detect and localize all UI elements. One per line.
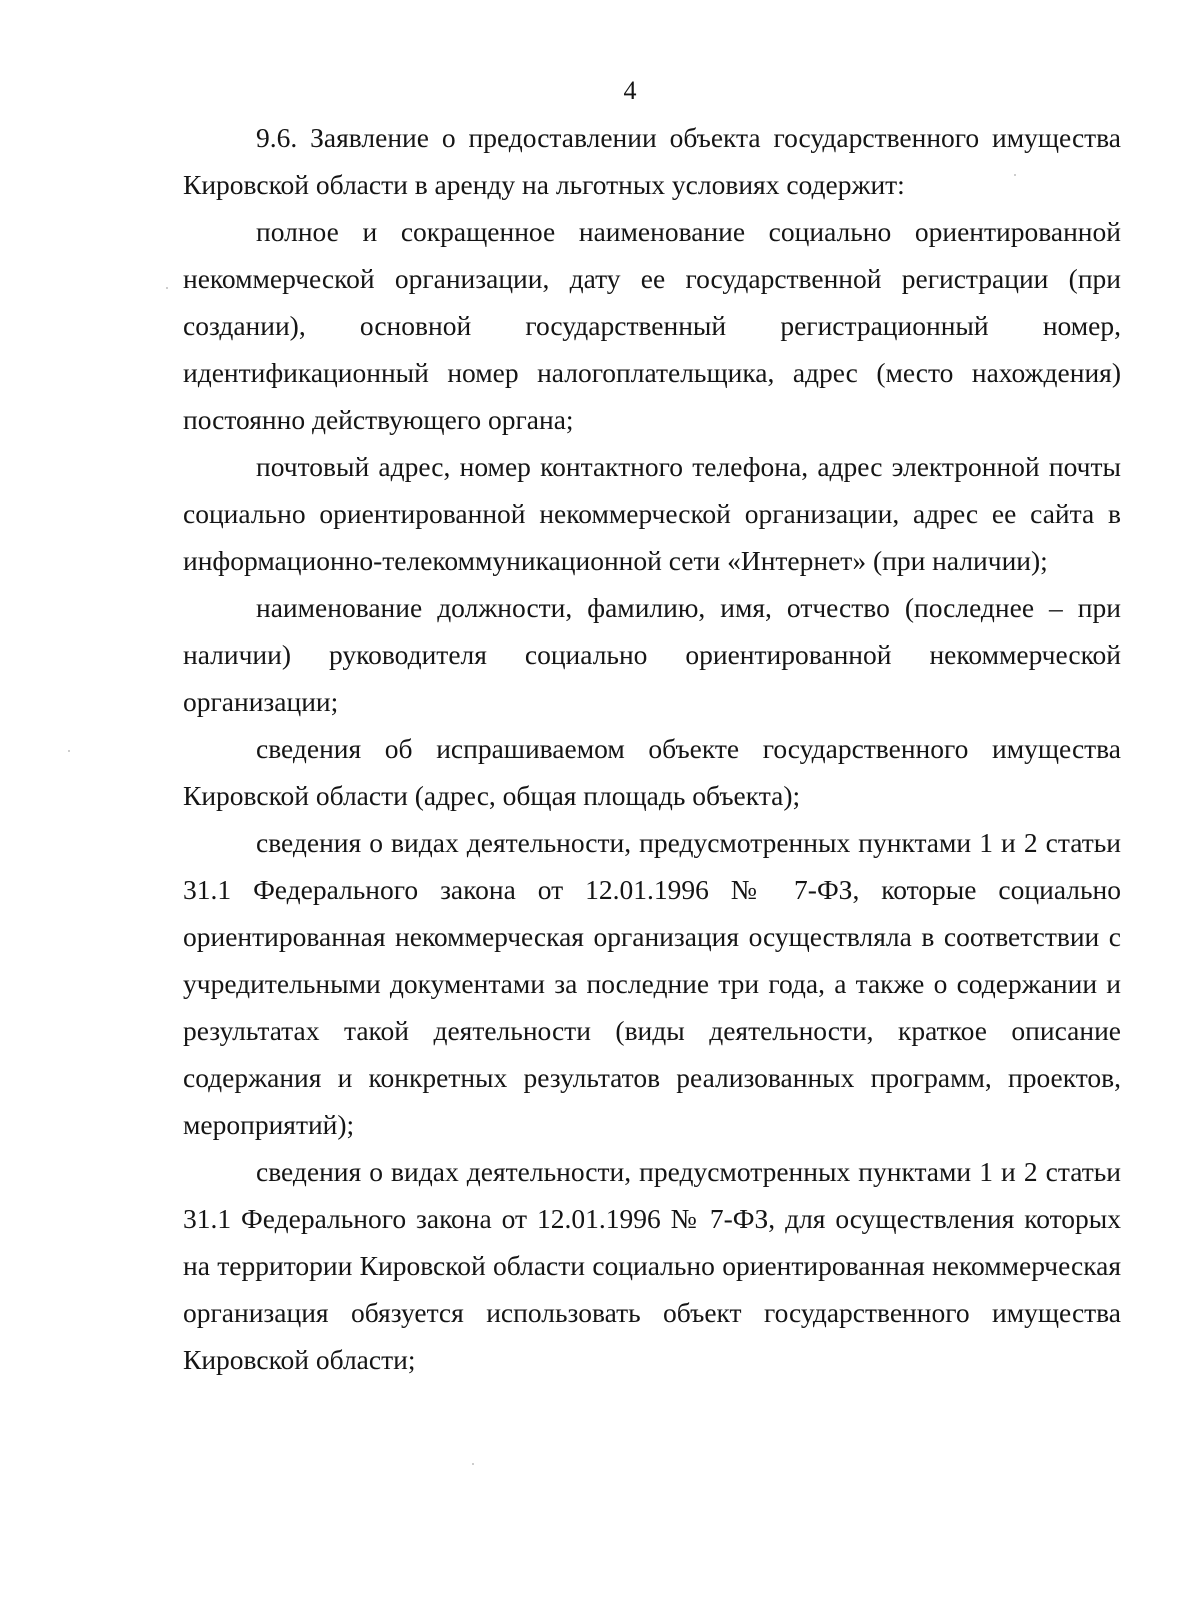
paragraph-requested-object: сведения об испрашиваемом объекте государственного имущества Кировской области (адрес, общая площадь объекта); bbox=[183, 733, 1121, 811]
paragraph-planned-activities: сведения о видах деятельности, предусмотренных пунктами 1 и 2 статьи 31.1 Федерального закона от 12.01.1996 № 7-ФЗ, для осуществления которых на территории Кировской области социально ориентированная некоммерческая организация обязуется использовать объект государственного имущества Кировской области; bbox=[183, 1156, 1121, 1375]
document-body bbox=[183, 114, 1121, 1383]
paragraph-application-contents: 9.6. Заявление о предоставлении объекта государственного имущества Кировской области в аренду на льготных условиях содержит: bbox=[183, 122, 1121, 200]
scan-speck bbox=[472, 1463, 474, 1465]
paragraph-contact-details: почтовый адрес, номер контактного телефона, адрес электронной почты социально ориентированной некоммерческой организации, адрес ее сайта в информационно-телекоммуникационной сети «Интернет» (при наличии); bbox=[183, 451, 1121, 576]
paragraph-head-of-organization: наименование должности, фамилию, имя, отчество (последнее – при наличии) руководителя социально ориентированной некоммерческой организации; bbox=[183, 592, 1121, 717]
scan-speck bbox=[1014, 174, 1016, 176]
page-number: 4 bbox=[623, 76, 637, 105]
paragraph-past-activities: сведения о видах деятельности, предусмотренных пунктами 1 и 2 статьи 31.1 Федерального закона от 12.01.1996 № 7-ФЗ, которые социально ориентированная некоммерческая организация осуществляла в соответствии с учредительными документами за последние три года, а также о содержании и результатах такой деятельности (виды деятельности, краткое описание содержания и конкретных результатов реализованных программ, проектов, мероприятий); bbox=[183, 827, 1121, 1140]
paragraph-organization-name: полное и сокращенное наименование социально ориентированной некоммерческой организации, дату ее государственной регистрации (при создании), основной государственный регистрационный номер, идентификационный номер налогоплательщика, адрес (место нахождения) постоянно действующего органа; bbox=[183, 216, 1121, 435]
scan-speck bbox=[166, 287, 168, 289]
scan-speck bbox=[68, 750, 70, 752]
